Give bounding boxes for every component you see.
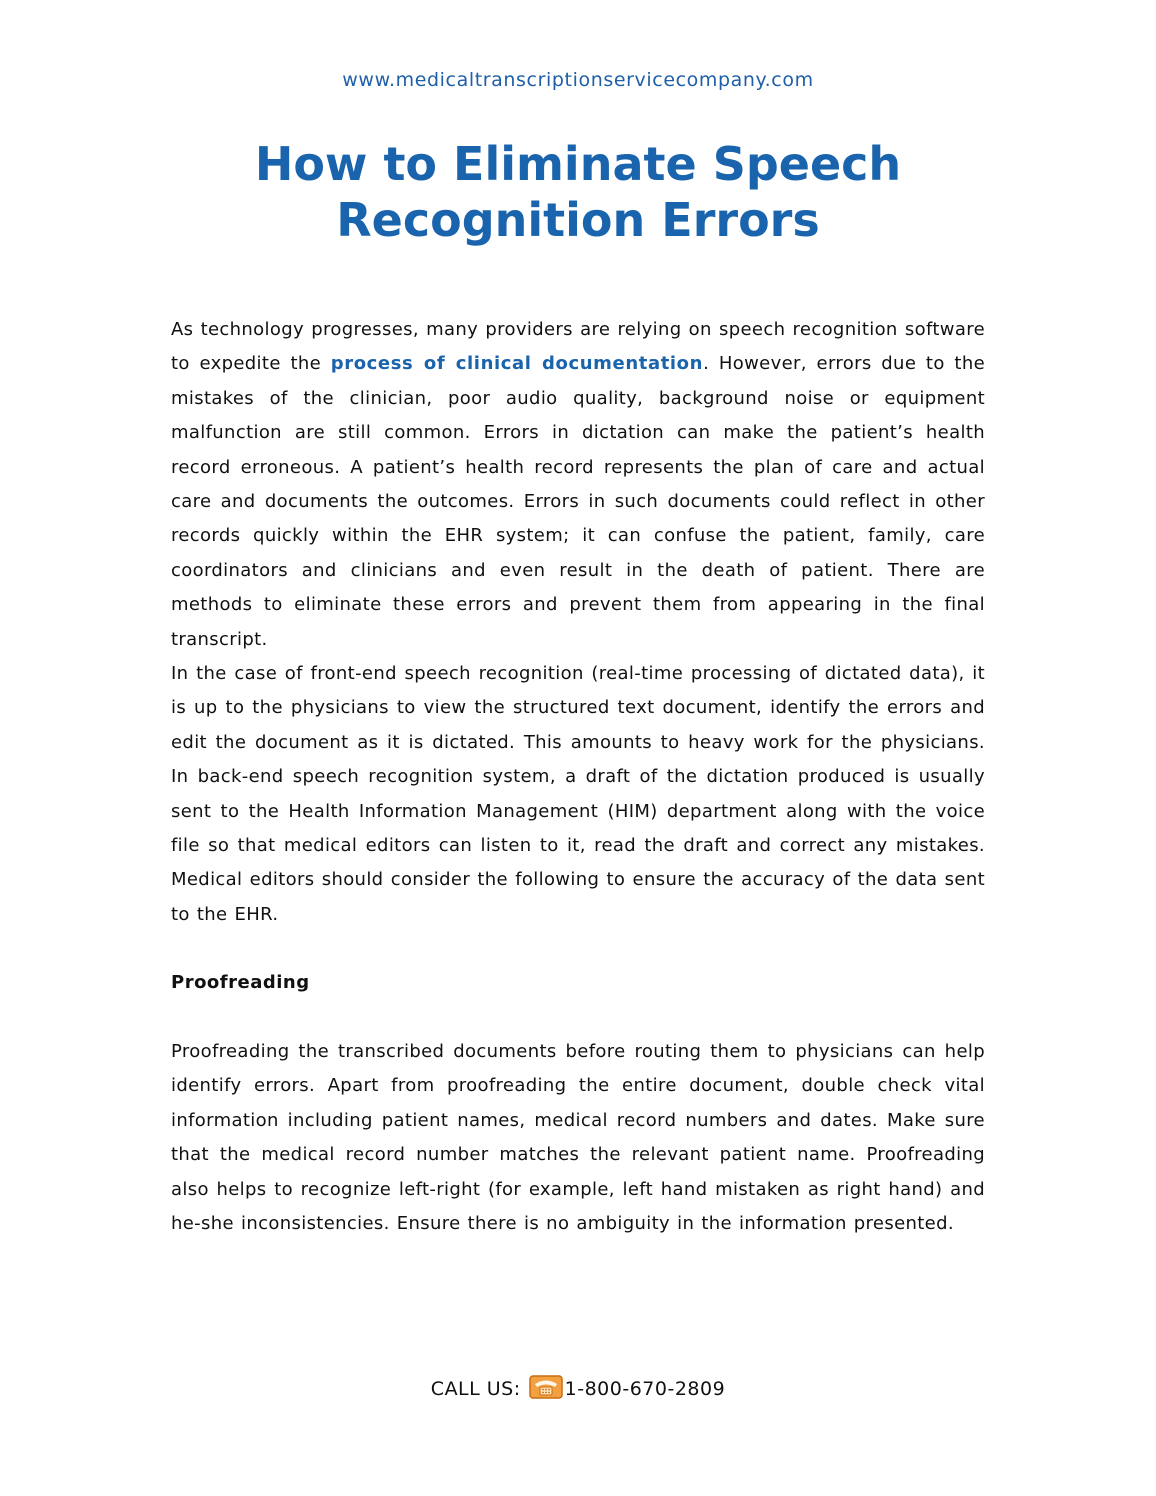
page-title-line-2: Recognition Errors — [336, 193, 820, 247]
clinical-documentation-link[interactable]: process of clinical documentation — [330, 353, 704, 375]
phone-icon — [529, 1375, 563, 1399]
intro-text-after-link: . However, errors due to the mistakes of the clinician, poor audio quality, background noise or equipment malfunction are still common. Errors in dictation can make the patient’s health record erroneous. A patient’s health record represents the plan of care and actual care and documents the outcomes. Errors in such documents could reflect in other records quickly within the EHR system; it can confuse the patient, family, care coordinators and clinicians and even result in the death of patient. There are methods to eliminate these errors and prevent them from appearing in the final transcript. — [171, 353, 985, 650]
phone-number[interactable]: 1-800-670-2809 — [564, 1378, 726, 1400]
proofreading-paragraph: Proofreading the transcribed documents before routing them to physicians can help identify errors. Apart from proofreading the entire document, double check vital information including patient names, medical record numbers and dates. Make sure that the medical record number matches the relevant patient name. Proofreading also helps to recognize left-right (for example, left hand mistaken as right hand) and he-she inconsistencies. Ensure there is no ambiguity in the information presented. — [171, 1041, 985, 1235]
intro-paragraph — [171, 313, 985, 657]
intro-text-before-link: As technology progresses, many providers are relying on speech recognition software to expedite the — [171, 319, 985, 375]
footer-contact — [0, 1372, 1156, 1406]
site-url[interactable]: www.medicaltranscriptionservicecompany.com — [342, 69, 814, 91]
page-title-line-1: How to Eliminate Speech — [254, 137, 902, 191]
call-us-label: CALL US: — [430, 1378, 521, 1400]
section-heading-proofreading: Proofreading — [171, 972, 310, 993]
page-title — [200, 136, 956, 248]
speech-recognition-paragraph: In the case of front-end speech recognition (real-time processing of dictated data), it is up to the physicians to view the structured text document, identify the errors and edit the document as it is dictated. This amounts to heavy work for the physicians. In back-end speech recognition system, a draft of the dictation produced is usually sent to the Health Information Management (HIM) department along with the voice file so that medical editors can listen to it, read the draft and correct any mistakes. Medical editors should consider the following to ensure the accuracy of the data sent to the EHR. — [171, 663, 985, 925]
